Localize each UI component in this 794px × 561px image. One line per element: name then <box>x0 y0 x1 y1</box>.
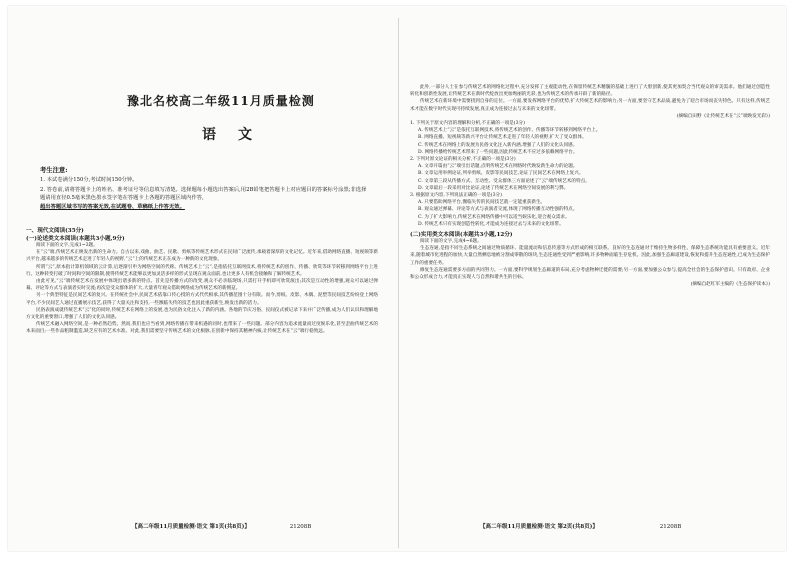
option: D. 传统艺术只有实现创造性转化,才能成为连接过去与未来的文化纽带。 <box>418 221 564 227</box>
option: D. 网络传播给传统艺术带来了一些问题,因此传统艺术不应过多依赖网络平台。 <box>418 149 578 155</box>
reading-instruction: 阅读下面的文字,完成4~6题。 <box>420 239 482 245</box>
option: A. 只要借助网络平台,濒临失传的民间技艺就一定能重获新生。 <box>418 200 546 206</box>
article-paragraph: 由此可见,“云”端传统艺术在发展中体现出诸多新的特点。首先是传播方式的改变,观众不必亲临现场,只需打开手机即可欣赏演出;其次是互动性的增强,观众可以通过弹幕、评论等方式与表演者实时交流;再次是受众群体的扩大,大量青年观众借助网络成为传统艺术的新拥趸。 <box>26 279 378 292</box>
option: A. 文章开篇由“云”端引出话题,点明传统艺术在网络时代焕发新生命力的论题。 <box>418 164 578 170</box>
section-1-heading: 一、现代文阅读(35分) <box>26 228 84 234</box>
article-paragraph: 在“云”端,传统艺术正焕发出新的生命力。自古以来,戏曲、曲艺、民歌、剪纸等传统艺术形式在民间广泛流传,承载着深厚的文化记忆。近年来,借助网络直播、短视频等新兴平台,越来越多的传统艺术走进了年轻人的视野,“云”上的传统艺术正在成为一种新的文化现象。 <box>26 250 378 263</box>
article-paragraph: 民俗表演成就传统艺术“云”化的同时,传统艺术在网络上的发展,也为民俗文化注入了新的内涵。各地的节庆习俗、民间仪式被记录下来并广泛传播,成为人们认识和理解地方文化的重要窗口,增强了人们的文化认同感。 <box>26 307 378 321</box>
article-paragraph: 传统艺术融入网络空间,是一种必然趋势。然而,我们也应当看到,网络传播在带来机遇的同时,也带来了一些问题。部分内容为追求流量而过度娱乐化,甚至歪曲传统艺术的本来面目;一些作品粗制滥造,缺乏应有的艺术水准。对此,我们需要坚守传统艺术的文化根脉,在创新中保持其精神内核,让传统艺术在“云”端行稳致远。 <box>26 322 378 335</box>
notice-1: 1. 本试卷满分150分,考试时间150分钟。 <box>40 177 138 183</box>
page-footer-left <box>132 522 311 530</box>
footer-code: 21208B <box>659 524 682 530</box>
exam-title: 豫北名校高二年级11月质量检测 <box>127 94 315 108</box>
option: C. 传统艺术在网络上的发展为民俗文化注入新内涵,增强了人们的文化认同感。 <box>418 142 578 148</box>
left-page <box>22 14 382 534</box>
option: C. 文章第三段从传播方式、互动性、受众群体三方面论述了“云”端传统艺术的特点。 <box>418 178 590 184</box>
source-note: (摘编自田野《让传统艺术在“云”端焕发光彩》) <box>676 113 770 119</box>
footer-code: 21208B <box>289 524 312 530</box>
option: A. 传统艺术上“云”是依托互联网技术,将传统艺术的创作、传播等环节转移到网络平台上。 <box>418 128 601 134</box>
notice-heading: 考生注意: <box>40 167 68 174</box>
source-note: (摘编自赵红军主编的《生态保护读本》) <box>690 282 770 288</box>
article-paragraph: 传统艺术在新环境中需要找到自身的定位。一方面,要发挥网络平台的优势,扩大传统艺术的影响力;另一方面,要坚守艺术品质,避免为了迎合市场而丧失特色。只有这样,传统艺术才能在数字时代实现可持续发展,真正成为连接过去与未来的文化纽带。 <box>410 99 770 112</box>
right-content <box>410 84 770 288</box>
article-paragraph: 修复生态连通需要多方面的共同努力。一方面,要科学规划生态廊道的布局,充分考虑物种迁徙的需要;另一方面,要加强公众参与,提高全社会的生态保护意识。只有政府、企业和公众形成合力,才能真正实现人与自然和谐共生的目标。 <box>410 267 770 281</box>
option: B. 观众通过弹幕、评论等方式与表演者交流,体现了网络传播互动性强的特点。 <box>418 207 578 213</box>
section-1a-heading: (一)论述类文本阅读(本题共3小题,9分) <box>26 236 125 242</box>
option: D. 文章最后一段采用对比论证,论述了传统艺术在网络空间发展的利与弊。 <box>418 185 569 191</box>
notice-3: 超出答题区域书写的答案无效,在试题卷、草稿纸上作答无效。 <box>40 204 185 210</box>
footer-text: 【高二年级11月质量检测·语文 第1页(共8页)】 <box>132 524 250 530</box>
right-page <box>410 14 770 534</box>
article-paragraph: 此外,一部分人士在参与传统艺术的网络化过程中,充分发挥了主观能动性,在保留传统艺术精髓的基础上进行了大胆创新,使其更加契合当代观众的审美需求。他们通过创造性转化和创新性发展,让传统艺术在新时代绽放出更加绚丽的光彩,也为传统艺术的传承开辟了新的路径。 <box>410 85 770 98</box>
page-divider <box>398 18 399 548</box>
page-footer-right <box>480 522 681 530</box>
section-2-heading: (二)实用类文本阅读(本题共3小题,12分) <box>410 232 513 239</box>
question: 1. 下列关于原文内容的理解和分析,不正确的一项是(3分) <box>410 121 525 127</box>
reading-instruction: 阅读下面的文字,完成1~3题。 <box>36 243 98 248</box>
article-paragraph: 所谓“云”,原本指计算机领域的云计算,后逐渐引申为网络空间的代称。传统艺术上“云”,是指依托互联网技术,将传统艺术的创作、传播、欣赏等环节转移到网络平台上进行。这种转变打破了时间和空间的限制,使得传统艺术能够以更加灵活多样的形式呈现在观众面前,也让更多人有机会接触和了解传统艺术。 <box>26 264 378 277</box>
section-one <box>26 226 378 336</box>
article-paragraph: 生态连通,是指不同生态系统之间通过物质循环、能量流动和信息传递等方式形成的相互联系。良好的生态连通对于维持生物多样性、保障生态系统功能具有重要意义。近年来,随着城市化进程的加快,大量自然栖息地被分割成零散的斑块,生态连通性受到严重影响,许多物种面临生存危机。因此,加强生态廊道建设,恢复和提升生态连通性,已成为生态保护工作的重要任务。 <box>410 246 770 266</box>
option: C. 为了扩大影响力,传统艺术在网络传播中可以适当娱乐化,迎合观众需求。 <box>418 214 570 220</box>
question: 2. 下列对原文论证的相关分析,不正确的一项是(3分) <box>410 157 516 163</box>
subject-heading: 语文 <box>202 127 274 143</box>
exam-sheet <box>8 6 786 551</box>
option: B. 文章运用举例论证,列举剪纸、皮影等民间技艺,论证了民间艺术在网络上复兴。 <box>418 171 584 177</box>
footer-text: 【高二年级11月质量检测·语文 第2页(共8页)】 <box>480 524 598 530</box>
notice-2: 2. 答卷前,请将答题卡上的姓名、准考证号等信息填写清楚。选择题每小题选出答案后,用2B铅笔把答题卡上对应题目的答案标号涂黑;非选择题请用直径0.5毫米黑色墨水签字笔在答题卡上各题的答题区域内作答, <box>40 187 367 202</box>
article-paragraph: 另一个典型特征是民间艺术的复兴。在传统社会中,民间艺术依靠口传心授的方式代代相承,其传播范围十分有限。而今,剪纸、皮影、木偶、泥塑等民间技艺纷纷登上网络平台,不少民间艺人通过直播展示技艺,获得了大量关注和支持,一些濒临失传的技艺也因此重获新生,焕发出新的活力。 <box>26 293 378 306</box>
option: B. 网络直播、短视频等新兴平台让传统艺术走进了年轻人的视野,扩大了受众群体。 <box>418 135 587 141</box>
question: 3. 根据原文内容,下列说法正确的一项是(3分) <box>410 193 502 199</box>
